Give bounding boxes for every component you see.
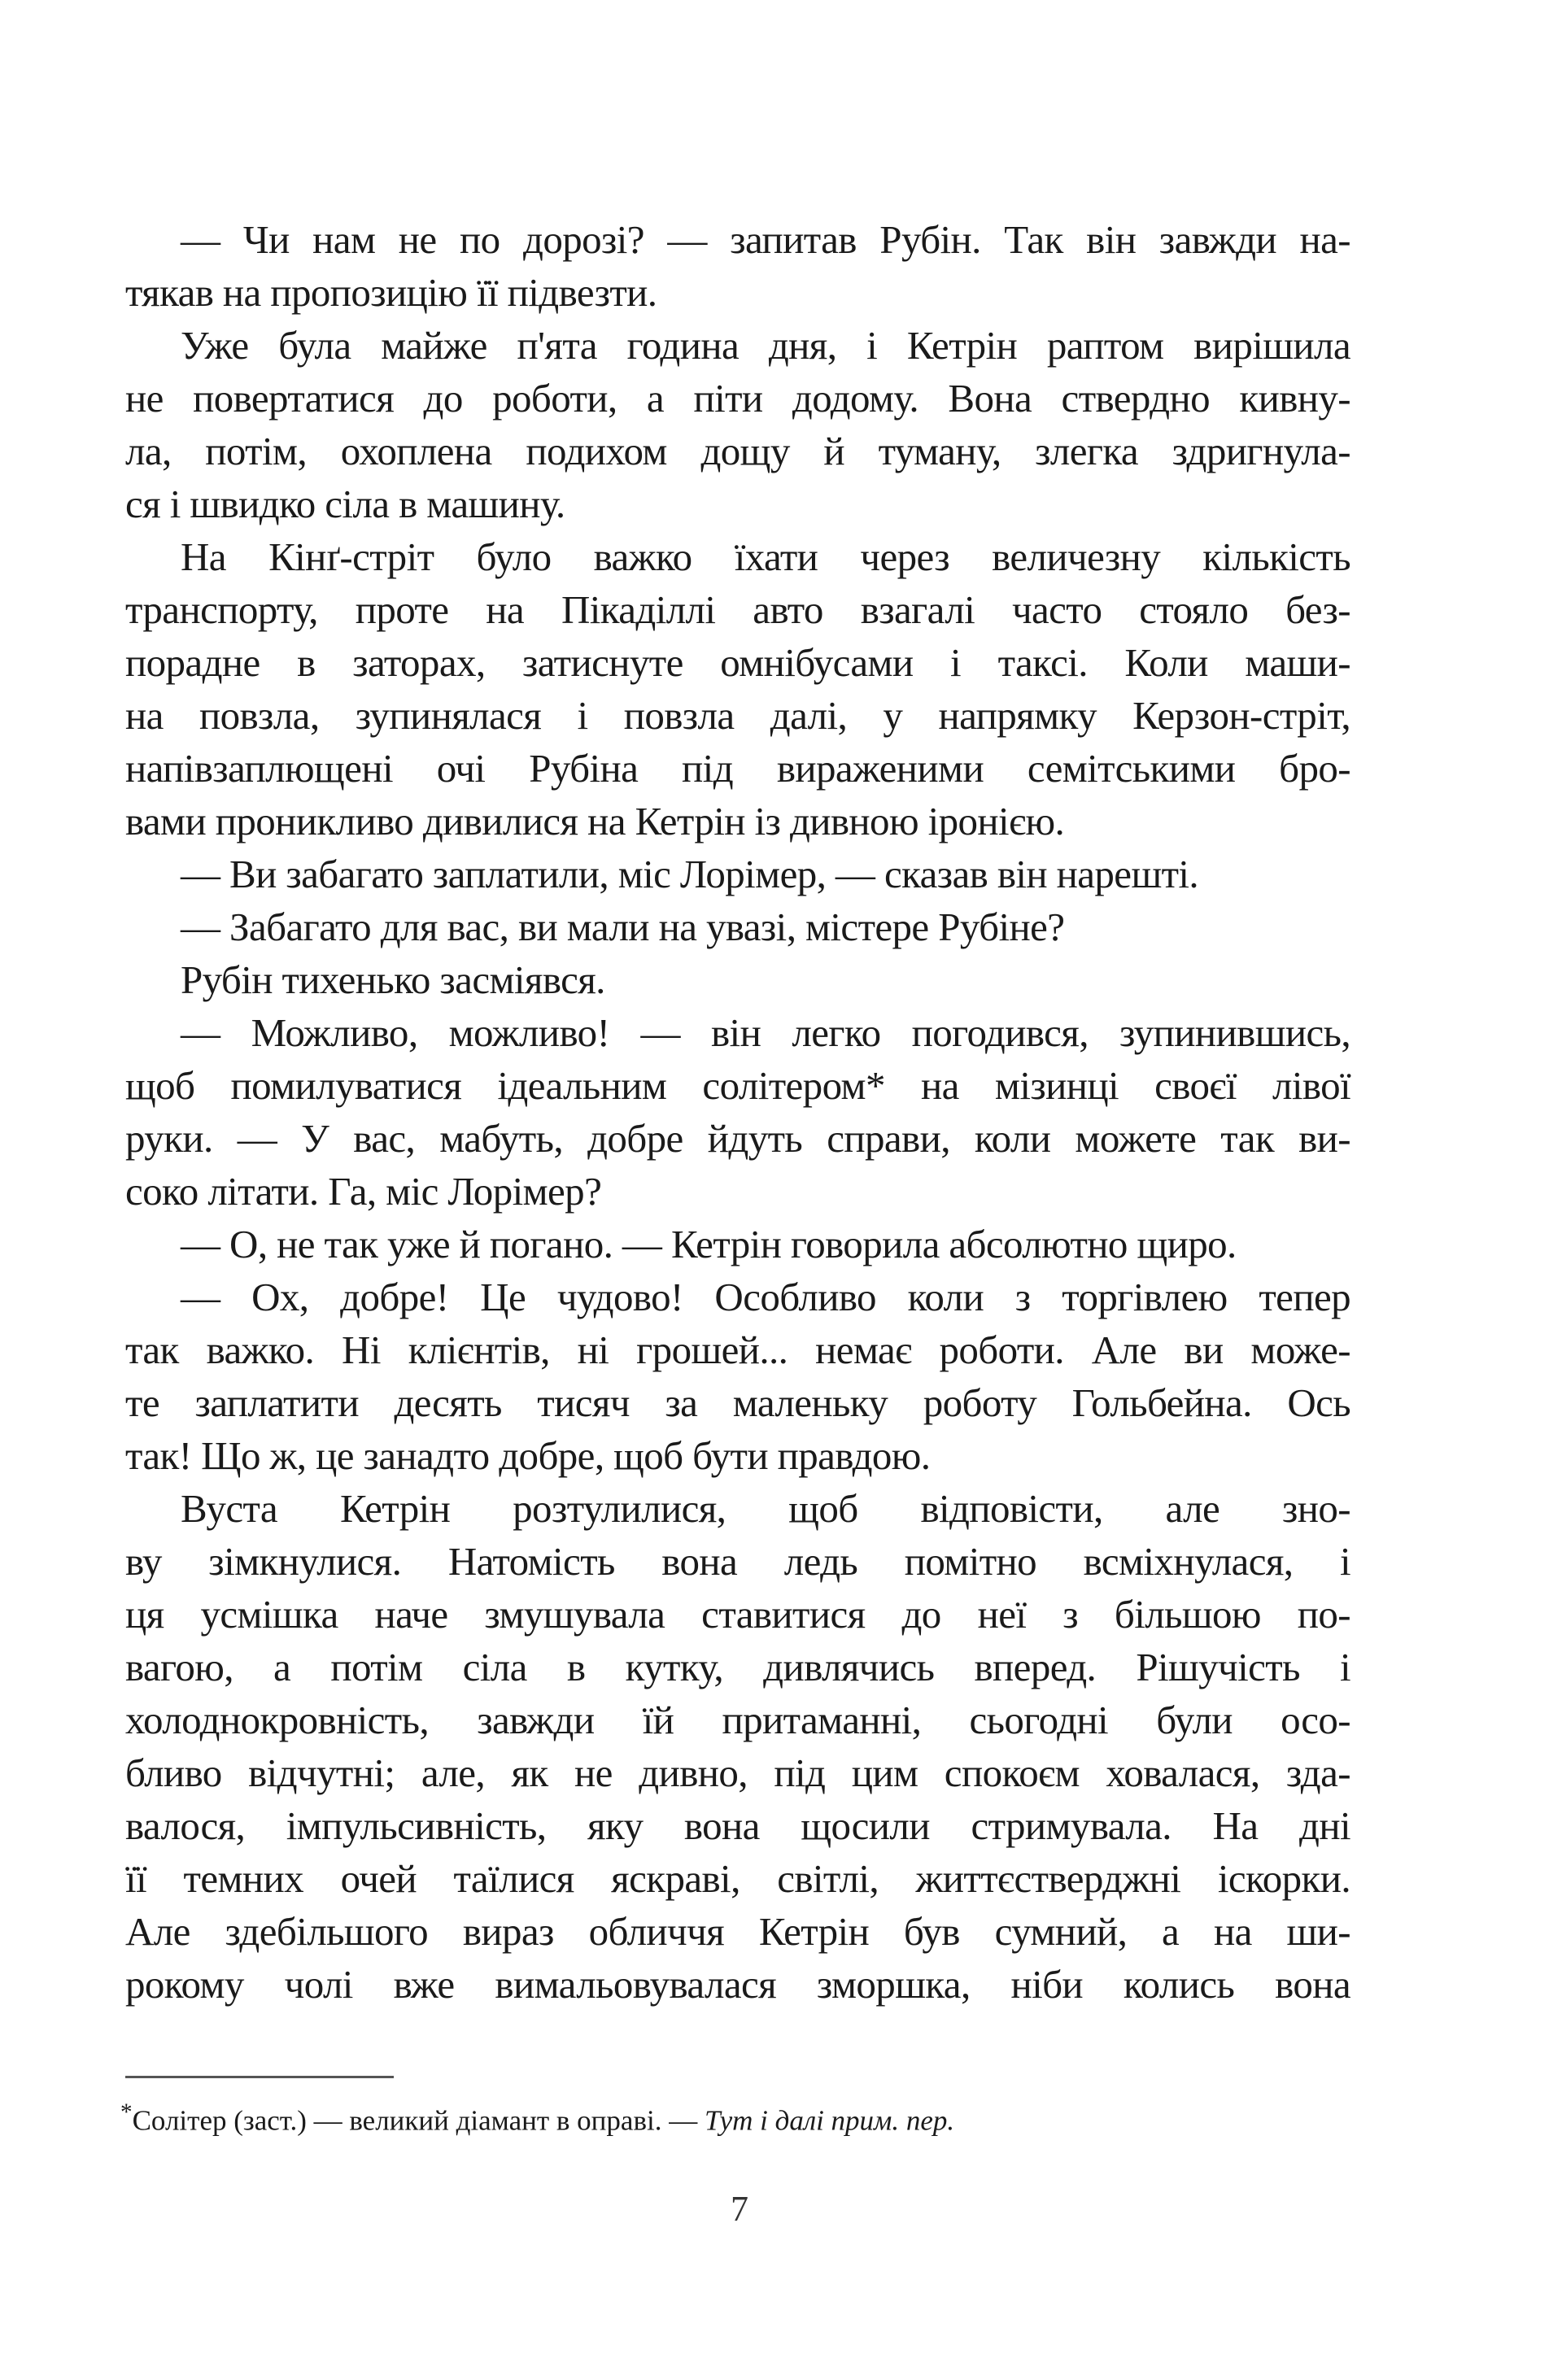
text-line-content: — Ви забагато заплатили, міс Лорімер, — сказав він нарешті. <box>181 852 1199 896</box>
text-line-content: не повертатися до роботи, а піти додому. Вона ствердно кивну- <box>125 376 1350 421</box>
text-line <box>125 900 1350 953</box>
text-line <box>125 1641 1350 1693</box>
text-line-content: те заплатити десять тисяч за маленьку роботу Гольбейна. Ось <box>125 1380 1350 1425</box>
text-line <box>125 1006 1350 1059</box>
text-line-content: на повзла, зупинялася і повзла далі, у напрямку Керзон-стріт, <box>125 693 1350 738</box>
text-line <box>125 1693 1350 1746</box>
text-line <box>125 1482 1350 1535</box>
text-line-content: — Можливо, можливо! — він легко погодився, зупинившись, <box>181 1010 1350 1055</box>
text-line-content: — О, не так уже й погано. — Кетрін говорила абсолютно щиро. <box>181 1222 1237 1266</box>
text-line <box>125 213 1350 266</box>
text-line-content: — Забагато для вас, ви мали на увазі, містере Рубіне? <box>181 904 1065 949</box>
text-line <box>125 425 1350 477</box>
text-line-content: ця усмішка наче змушувала ставитися до неї з більшою по- <box>125 1592 1350 1637</box>
text-line-content: На Кінґ-стріт було важко їхати через величезну кількість <box>181 534 1350 579</box>
footnote-text: Солітер (заст.) — великий діамант в оправі. — <box>132 2104 705 2137</box>
text-line-content: транспорту, проте на Пікаділлі авто взагалі часто стояло без- <box>125 587 1350 632</box>
text-line <box>125 583 1350 636</box>
text-line <box>125 1376 1350 1429</box>
page-number: 7 <box>731 2189 748 2229</box>
text-line <box>125 689 1350 742</box>
text-line <box>125 1852 1350 1905</box>
text-line-content: бливо відчутні; але, як не дивно, під цим спокоєм ховалася, зда- <box>125 1750 1350 1795</box>
text-line-content: Рубін тихенько засміявся. <box>181 957 605 1002</box>
text-line <box>125 1905 1350 1958</box>
footnote-marker: * <box>120 2099 133 2125</box>
footnote <box>120 2092 954 2142</box>
text-line-content: так важко. Ні клієнтів, ні грошей... немає роботи. Але ви може- <box>125 1327 1350 1372</box>
text-line-content: холоднокровність, завжди їй притаманні, сьогодні були осо- <box>125 1698 1350 1742</box>
text-line <box>125 636 1350 689</box>
text-line-content: ся і швидко сіла в машину. <box>125 482 565 526</box>
text-line-content: її темних очей таїлися яскраві, світлі, життєстверджні іскорки. <box>125 1856 1350 1901</box>
text-line-content: напівзаплющені очі Рубіна під вираженими семітськими бро- <box>125 746 1350 791</box>
text-line <box>125 795 1350 848</box>
text-line-content: соко літати. Га, міс Лорімер? <box>125 1169 602 1214</box>
text-line-content: Вуста Кетрін розтулилися, щоб відповісти, але зно- <box>181 1486 1350 1531</box>
text-line <box>125 1588 1350 1641</box>
text-line-content: ву зімкнулися. Натомість вона ледь помітно всміхнулася, і <box>125 1539 1350 1584</box>
text-line <box>125 477 1350 530</box>
text-line-content: порадне в заторах, затиснуте омнібусами і таксі. Коли маши- <box>125 640 1350 685</box>
text-line <box>125 1535 1350 1588</box>
text-line-content: щоб помилуватися ідеальним солітером* на мізинці своєї лівої <box>125 1063 1350 1108</box>
text-line <box>125 1429 1350 1482</box>
text-line <box>125 1958 1350 2011</box>
body-text <box>125 213 1350 2011</box>
text-line-content: — Ох, добре! Це чудово! Особливо коли з торгівлею тепер <box>181 1275 1350 1319</box>
text-line-content: вагою, а потім сіла в кутку, дивлячись вперед. Рішучість і <box>125 1645 1350 1689</box>
text-line <box>125 1271 1350 1323</box>
text-line <box>125 266 1350 319</box>
text-line-content: ла, потім, охоплена подихом дощу й туману, злегка здригнула- <box>125 429 1350 473</box>
text-line <box>125 319 1350 372</box>
text-line-content: — Чи нам не по дорозі? — запитав Рубін. Так він завжди на- <box>181 217 1350 262</box>
text-line <box>125 1218 1350 1271</box>
text-line-content: рокому чолі вже вимальовувалася зморшка, ніби колись вона <box>125 1962 1350 2007</box>
footnote-note: Тут і далі прим. пер. <box>704 2104 955 2137</box>
text-line <box>125 1799 1350 1852</box>
text-line-content: руки. — У вас, мабуть, добре йдуть справи, коли можете так ви- <box>125 1116 1350 1161</box>
text-line <box>125 953 1350 1006</box>
text-line <box>125 1165 1350 1218</box>
text-line-content: Але здебільшого вираз обличчя Кетрін був сумний, а на ши- <box>125 1909 1350 1954</box>
text-line-content: валося, імпульсивність, яку вона щосили стримувала. На дні <box>125 1803 1350 1848</box>
text-line <box>125 1746 1350 1799</box>
text-line-content: Уже була майже п'ята година дня, і Кетрін раптом вирішила <box>181 323 1350 368</box>
text-line <box>125 1323 1350 1376</box>
text-line <box>125 530 1350 583</box>
text-line-content: тякав на пропозицію її підвезти. <box>125 270 657 315</box>
text-line <box>125 1059 1350 1112</box>
text-line <box>125 848 1350 900</box>
text-line-content: вами проникливо дивилися на Кетрін із дивною іронією. <box>125 799 1065 843</box>
footnote-divider <box>125 2076 394 2078</box>
text-line <box>125 742 1350 795</box>
text-line <box>125 1112 1350 1165</box>
text-line-content: так! Що ж, це занадто добре, щоб бути правдою. <box>125 1433 931 1478</box>
text-line <box>125 372 1350 425</box>
